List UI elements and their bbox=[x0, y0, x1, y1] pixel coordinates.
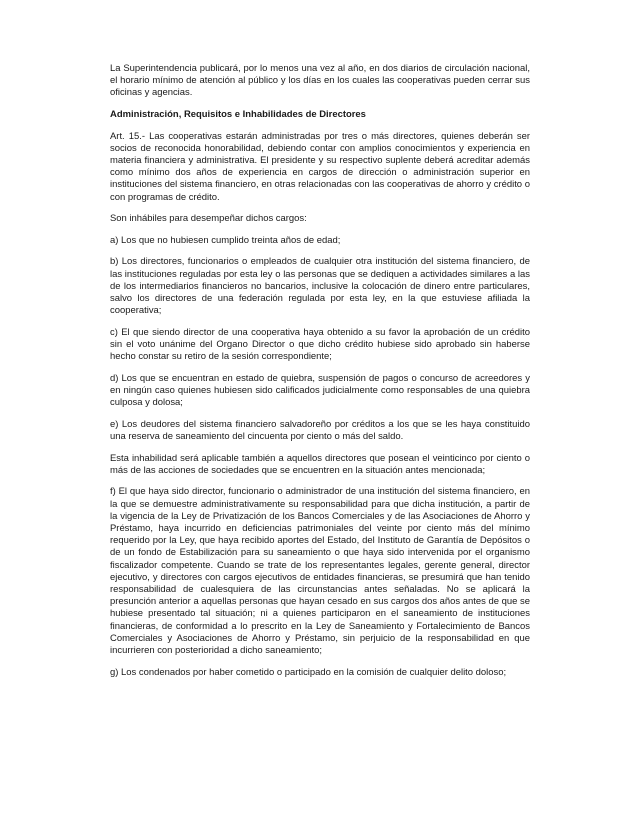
section-heading: Administración, Requisitos e Inhabilidades de Directores bbox=[110, 109, 366, 120]
inhabiles-intro: Son inhábiles para desempeñar dichos cargos: bbox=[110, 213, 307, 225]
document-page bbox=[110, 63, 530, 688]
intro-paragraph: La Superintendencia publicará, por lo menos una vez al año, en dos diarios de circulación nacional, el horario mínimo de atención al público y los días en los cuales las cooperativas pueden cerrar sus oficinas y agencias. bbox=[110, 63, 530, 99]
list-item-f: f) El que haya sido director, funcionario o administrador de una institución del sistema financiero, en la que se demuestre administrativamente su responsabilidad para que dicha institución, a partir de la vigencia de la Ley de Privatización de los Bancos Comerciales y de las Asociaciones de Ahorro y Préstamo, haya incurrido en deficiencias patrimoniales del veinte por ciento más del mínimo requerido por la Ley, que haya recibido aportes del Estado, del Instituto de Garantía de Depósitos o de un fondo de Estabilización para su saneamiento o que haya sido intervenida por el organismo fiscalizador competente. Cuando se trate de los representantes legales, gerente general, director ejecutivo, y directores con cargos ejecutivos de entidades financieras, se presumirá que han tenido responsabilidad de cualesquiera de las circunstancias antes señaladas. No se aplicará la presunción anterior a aquellas personas que hayan cesado en sus cargos dos años antes de que se hubiese presentado tal situación; ni a quienes participaron en el saneamiento de instituciones financieras, de conformidad a lo prescrito en la Ley de Saneamiento y Fortalecimiento de Bancos Comerciales y Asociaciones de Ahorro y Préstamo, sin perjuicio de la responsabilidad en que incurrieren con posterioridad a dicho saneamiento; bbox=[110, 486, 530, 657]
list-item-e: e) Los deudores del sistema financiero salvadoreño por créditos a los que se les haya constituido una reserva de saneamiento del cincuenta por ciento o más del saldo. bbox=[110, 418, 530, 442]
list-item-b: b) Los directores, funcionarios o empleados de cualquier otra institución del sistema financiero, de las instituciones reguladas por esta ley o las personas que se dediquen a actividades similares a las de los intermediarios financieros no bancarios, inclusive la colocación de dinero entre particulares, salvo los directores de una federación regulada por esta ley, en la que estuviese afiliada la cooperativa; bbox=[110, 256, 530, 317]
article-15-paragraph: Art. 15.- Las cooperativas estarán administradas por tres o más directores, quienes deberán ser socios de reconocida honorabilidad, debiendo contar con amplios conocimientos y experiencia en materia financiera y administrativa. El presidente y su respectivo suplente deberá acreditar además como mínimo dos años de experiencia en cargos de dirección o administración superior en instituciones del sistema financiero, en otras relacionadas con las cooperativas de ahorro y crédito o con programas de crédito. bbox=[110, 130, 530, 203]
list-item-c: c) El que siendo director de una cooperativa haya obtenido a su favor la aprobación de un crédito sin el voto unánime del Organo Director o que dicho crédito hubiese sido aprobado sin haberse hecho constar su retiro de la sesión correspondiente; bbox=[110, 326, 530, 363]
list-item-g: g) Los condenados por haber cometido o participado en la comisión de cualquier delito doloso; bbox=[110, 666, 507, 678]
list-item-a: a) Los que no hubiesen cumplido treinta años de edad; bbox=[110, 234, 341, 246]
list-item-d: d) Los que se encuentran en estado de quiebra, suspensión de pagos o concurso de acreedores y en ningún caso quienes hubiesen sido calificados judicialmente como responsables de una quiebra culposa y dolosa; bbox=[110, 372, 530, 409]
list-item-e-note: Esta inhabilidad será aplicable también a aquellos directores que posean el veinticinco por ciento o más de las acciones de sociedades que se encuentren en la situación antes mencionada; bbox=[110, 452, 530, 476]
